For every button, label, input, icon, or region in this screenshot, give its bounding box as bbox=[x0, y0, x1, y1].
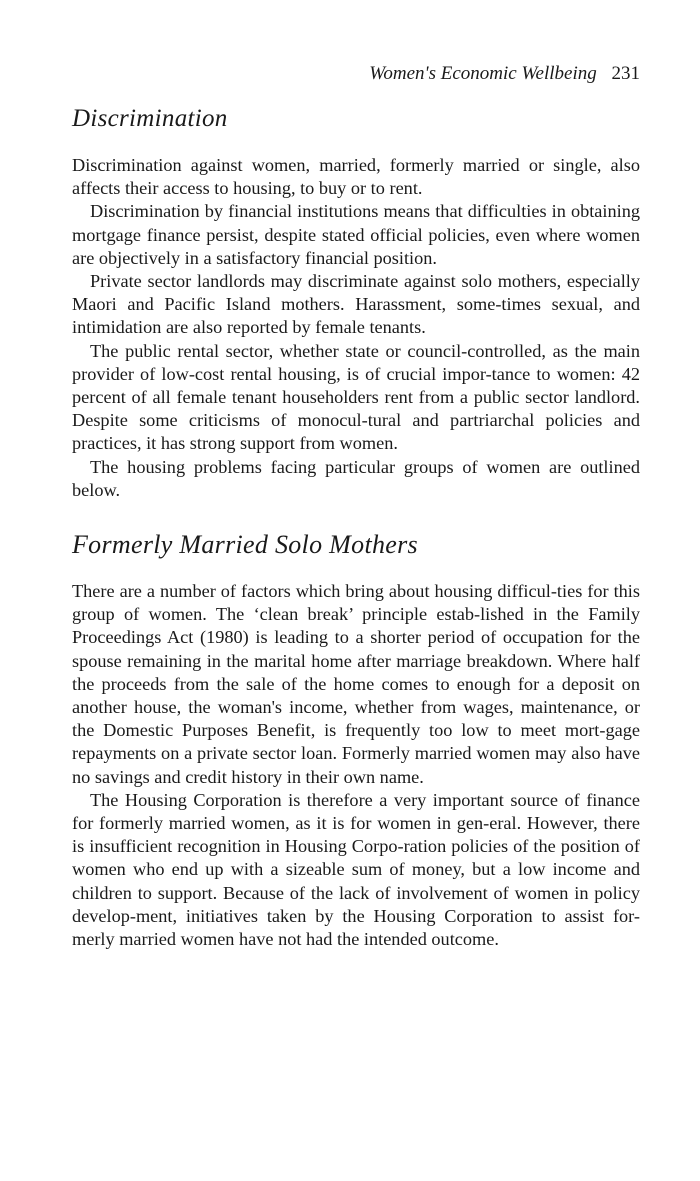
paragraph: There are a number of factors which bring about housing difficul-ties for this group of women. The ‘clean break’ principle estab-lished in the Family Proceedings Act (1980) is leading to a shorter period of occupation for the spouse remaining in the marital home after marriage breakdown. Where half the proceeds from the sale of the home comes to enough for a deposit on another house, the woman's income, whether from wages, maintenance, or the Domestic Purposes Benefit, is frequently too low to meet mort-gage repayments on a private sector loan. Formerly married women may also have no savings and credit history in their own name. bbox=[72, 581, 640, 787]
paragraph: Discrimination by financial institutions means that difficulties in obtaining mortgage finance persist, despite stated official policies, even where women are objectively in a satisfactory financial position. bbox=[72, 201, 640, 268]
paragraph: Discrimination against women, married, formerly married or single, also affects their access to housing, to buy or to rent. bbox=[72, 155, 640, 199]
paragraph: Private sector landlords may discriminate against solo mothers, especially Maori and Pacific Island mothers. Harassment, some-times sexual, and intimidation are also reported by female tenants. bbox=[72, 271, 640, 338]
book-page bbox=[72, 62, 640, 951]
section-heading: Formerly Married Solo Mothers bbox=[72, 530, 418, 560]
paragraph: The public rental sector, whether state or council-controlled, as the main provider of low-cost rental housing, is of crucial impor-tance to women: 42 percent of all female tenant householders rent from a public sector landlord. Despite some criticisms of monocul-tural and partriarchal policies and practices, it has strong support from women. bbox=[72, 340, 640, 454]
section-heading: Discrimination bbox=[72, 105, 228, 132]
paragraph: The housing problems facing particular groups of women are outlined below. bbox=[72, 456, 640, 500]
page-number: 231 bbox=[611, 63, 640, 84]
running-title: Women's Economic Wellbeing bbox=[369, 63, 597, 84]
paragraph: The Housing Corporation is therefore a very important source of finance for formerly married women, as it is for women in gen-eral. However, there is insufficient recognition in Housing Corpo-ration policies of the position of women who end up with a sizeable sum of money, but a low income and children to support. Because of the lack of involvement of women in policy develop-ment, initiatives taken by the Housing Corporation to assist for-merly married women have not had the intended outcome. bbox=[72, 789, 640, 950]
section-discrimination bbox=[72, 104, 640, 502]
section-formerly-married-solo-mothers bbox=[72, 530, 640, 951]
running-header bbox=[72, 62, 640, 86]
